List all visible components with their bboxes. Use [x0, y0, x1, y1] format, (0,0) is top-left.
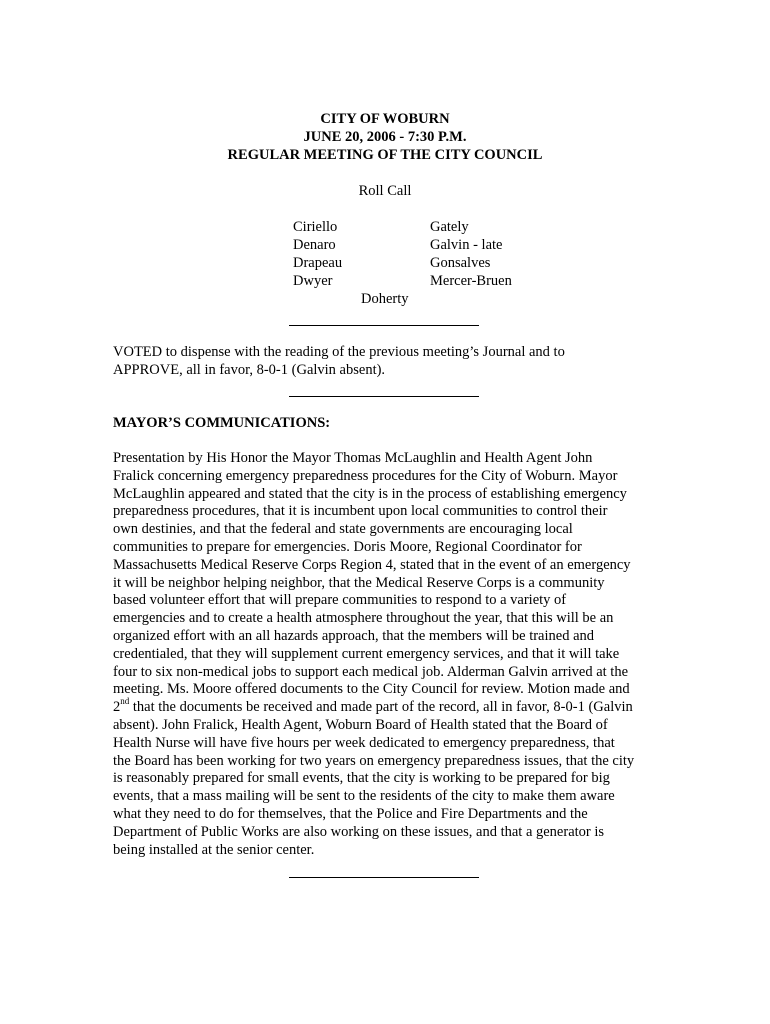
- paragraph-line: communities to prepare for emergencies. Doris Moore, Regional Coordinator for: [113, 538, 582, 555]
- roll-call-name: Drapeau: [293, 255, 343, 271]
- paragraph-line: based volunteer effort that will prepare communities to respond to a variety of: [113, 592, 567, 609]
- section-divider: [289, 325, 479, 326]
- paragraph-line: emergencies and to create a health atmosphere throughout the year, that this will be an: [113, 610, 614, 627]
- paragraph-line: preparedness procedures, that it is incumbent upon local communities to control their: [113, 503, 608, 520]
- meeting-date: JUNE 20, 2006 - 7:30 P.M.: [303, 129, 467, 145]
- roll-call-name: Gonsalves: [430, 255, 491, 271]
- paragraph-line: Department of Public Works are also working on these issues, and that a generator is: [113, 823, 605, 840]
- roll-call-name: Dwyer: [293, 273, 333, 289]
- roll-call-name: Gately: [430, 219, 469, 235]
- paragraph-line: Fralick concerning emergency preparedness procedures for the City of Woburn. Mayor: [113, 467, 618, 484]
- paragraph-line: [113, 696, 673, 717]
- paragraph-line: Presentation by His Honor the Mayor Thomas McLaughlin and Health Agent John: [113, 450, 593, 466]
- mayors-paragraph: [113, 450, 673, 859]
- vote-line: VOTED to dispense with the reading of the previous meeting’s Journal and to: [113, 344, 565, 360]
- paragraph-line: Health Nurse will have five hours per week dedicated to emergency preparedness, that: [113, 734, 615, 751]
- vote-paragraph: [113, 344, 673, 380]
- section-heading: MAYOR’S COMMUNICATIONS:: [113, 415, 331, 431]
- paragraph-line: what they need to do for themselves, that the Police and Fire Departments and the: [113, 805, 588, 822]
- paragraph-line: events, that a mass mailing will be sent to the residents of the city to make them aware: [113, 788, 615, 805]
- paragraph-line: is reasonably prepared for small events, that the city is working to be prepared for big: [113, 770, 610, 787]
- paragraph-line: credentialed, that they will supplement current emergency services, and that it will take: [113, 645, 620, 662]
- vote-line: APPROVE, all in favor, 8-0-1 (Galvin absent).: [113, 361, 386, 378]
- paragraph-line: the Board has been working for two years on emergency preparedness issues, that the city: [113, 752, 635, 769]
- roll-call-name: Galvin - late: [430, 237, 503, 253]
- roll-call-name: Doherty: [361, 291, 409, 307]
- paragraph-line: meeting. Ms. Moore offered documents to the City Council for review. Motion made and: [113, 681, 630, 698]
- paragraph-line: McLaughlin appeared and stated that the city is in the process of establishing emergency: [113, 485, 627, 502]
- section-divider: [289, 877, 479, 878]
- paragraph-line: organized effort with an all hazards approach, that the members will be trained and: [113, 627, 595, 644]
- ordinal-number: 2: [113, 699, 121, 716]
- paragraph-line: being installed at the senior center.: [113, 841, 315, 858]
- ordinal-suffix: nd: [120, 696, 130, 707]
- roll-call-name: Denaro: [293, 237, 336, 253]
- paragraph-line: it will be neighbor helping neighbor, that the Medical Reserve Corps is a community: [113, 574, 605, 591]
- paragraph-line: Massachusetts Medical Reserve Corps Region 4, stated that in the event of an emergency: [113, 556, 631, 573]
- section-divider: [289, 396, 479, 397]
- paragraph-line: own destinies, and that the federal and state governments are encouraging local: [113, 521, 573, 538]
- roll-call-title: Roll Call: [358, 183, 412, 199]
- paragraph-line: four to six non-medical jobs to support each medical job. Alderman Galvin arrived at the: [113, 663, 629, 680]
- roll-call-name: Mercer-Bruen: [430, 273, 512, 289]
- meeting-title: REGULAR MEETING OF THE CITY COUNCIL: [227, 147, 543, 163]
- city-title: CITY OF WOBURN: [320, 111, 450, 127]
- ordinal-line-text: that the documents be received and made part of the record, all in favor, 8-0-1 (Galvin: [129, 699, 633, 716]
- paragraph-line: absent). John Fralick, Health Agent, Woburn Board of Health stated that the Board of: [113, 716, 608, 733]
- roll-call-name: Ciriello: [293, 219, 338, 235]
